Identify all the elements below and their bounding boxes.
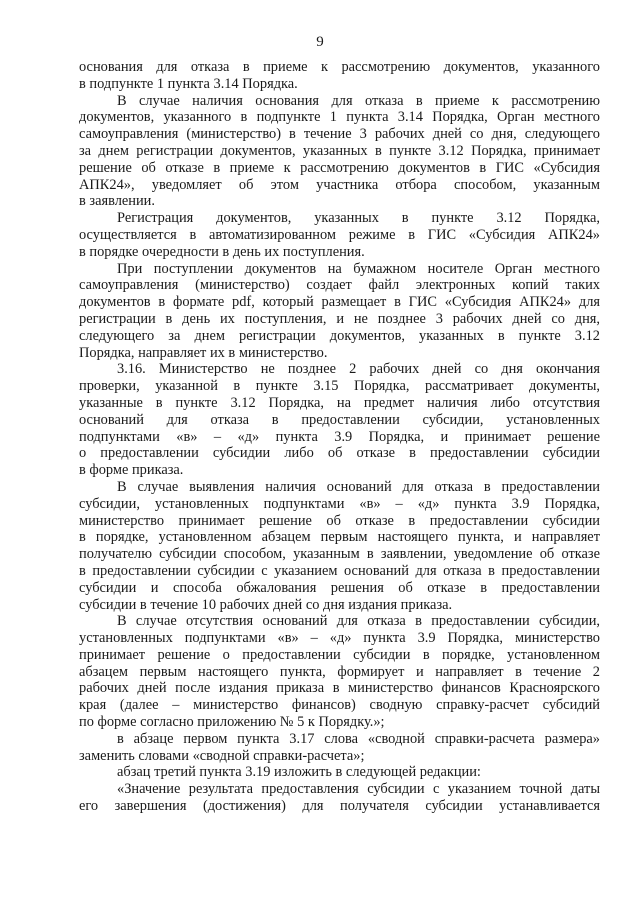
paragraph [79,261,600,362]
text-line: В случае отсутствия оснований для отказа в предоставлении субсидии, [117,613,600,630]
text-line: «Значение результата предоставления субсидии с указанием точной даты [117,781,600,798]
paragraph [79,613,600,731]
text-line: установленных подпунктами «в» – «д» пункта 3.9 Порядка, министерство [79,630,600,647]
text-line: по форме согласно приложению № 5 к Порядку.»; [79,714,385,731]
text-line: При поступлении документов на бумажном носителе Орган местного [117,260,600,277]
paragraph [79,781,600,815]
text-line: 3.16. Министерство не позднее 2 рабочих дней со дня окончания [117,361,600,378]
text-line: решение об отказе в приеме к рассмотрению документов в ГИС «Субсидия [79,159,600,176]
text-line: в порядке, установленном абзацем первым настоящего пункта, и направляет [79,529,600,546]
text-line: в предоставлении субсидии с указанием оснований для отказа в предоставлении [79,562,600,579]
paragraph [79,731,600,765]
text-line: регистрации в день их поступления, и не позднее 3 рабочих дней со дня, [79,310,600,327]
paragraph [79,59,600,93]
text-line: заменить словами «сводной справки-расчета»; [79,747,365,764]
text-line: в форме приказа. [79,462,184,479]
text-line: подпунктами «в» – «д» пункта 3.9 Порядка, и принимает решение [79,428,600,445]
text-line: в подпункте 1 пункта 3.14 Порядка. [79,75,298,92]
text-line: абзац третий пункта 3.19 изложить в следующей редакции: [117,764,481,781]
text-line: его завершения (достижения) для получателя субсидии устанавливается [79,798,600,815]
paragraph [79,210,600,260]
text-line: проверки, указанной в пункте 3.15 Порядка, рассматривает документы, [79,378,600,395]
text-line: в порядке очередности в день их поступления. [79,243,365,260]
text-line: в заявлении. [79,193,155,210]
text-line: Регистрация документов, указанных в пункте 3.12 Порядка, [117,210,600,227]
text-line: указанные в пункте 3.12 Порядка, на предмет наличия либо отсутствия [79,394,600,411]
text-line: края (далее – министерство финансов) сводную справку-расчет субсидий [79,697,600,714]
text-line: В случае наличия основания для отказа в приеме к рассмотрению [117,92,600,109]
text-line: самоуправления (министерство) создает файл электронных копий таких [79,277,600,294]
paragraph [79,361,600,479]
text-line: принимает решение о предоставлении субсидии в порядке, установленном [79,646,600,663]
text-line: абзацем первым настоящего пункта, формирует и направляет в течение 2 [79,663,600,680]
text-line: за днем регистрации документов, указанных в пункте 3.12 Порядка, принимает [79,142,600,159]
text-line: следующего за днем регистрации документов, указанных в пункте 3.12 [79,327,600,344]
text-line: субсидии в течение 10 рабочих дней со дня издания приказа. [79,596,453,613]
text-line: самоуправления (министерство) в течение 3 рабочих дней со дня, следующего [79,126,600,143]
text-line: АПК24», уведомляет об этом участника отбора способом, указанным [79,176,600,193]
paragraph [79,479,600,613]
text-line: документов в формате pdf, который размещает в ГИС «Субсидия АПК24» для [79,294,600,311]
text-line: Порядка, направляет их в министерство. [79,344,328,361]
page-number: 9 [316,34,324,50]
text-line: субсидии, установленных подпунктами «в» – «д» пункта 3.9 Порядка, [79,495,600,512]
document-body [79,59,600,815]
text-line: В случае выявления наличия оснований для отказа в предоставлении [117,478,600,495]
text-line: субсидии и способа обжалования решения об отказе в предоставлении [79,579,600,596]
text-line: получателю субсидии способом, указанным в заявлении, уведомление об отказе [79,546,600,563]
text-line: оснований для отказа в предоставлении субсидии, установленных [79,411,600,428]
text-line: осуществляется в автоматизированном режиме в ГИС «Субсидия АПК24» [79,226,600,243]
text-line: министерство принимает решение об отказе в предоставлении субсидии [79,512,600,529]
paragraph [79,764,600,781]
paragraph [79,93,600,211]
text-line: в абзаце первом пункта 3.17 слова «сводной справки-расчета размера» [117,730,600,747]
text-line: о предоставлении субсидии либо об отказе в предоставлении субсидии [79,445,600,462]
text-line: рабочих дней после издания приказа в министерство финансов Красноярского [79,680,600,697]
text-line: документов, указанного в подпункте 1 пункта 3.14 Порядка, Орган местного [79,109,600,126]
text-line: основания для отказа в приеме к рассмотрению документов, указанного [79,59,600,75]
